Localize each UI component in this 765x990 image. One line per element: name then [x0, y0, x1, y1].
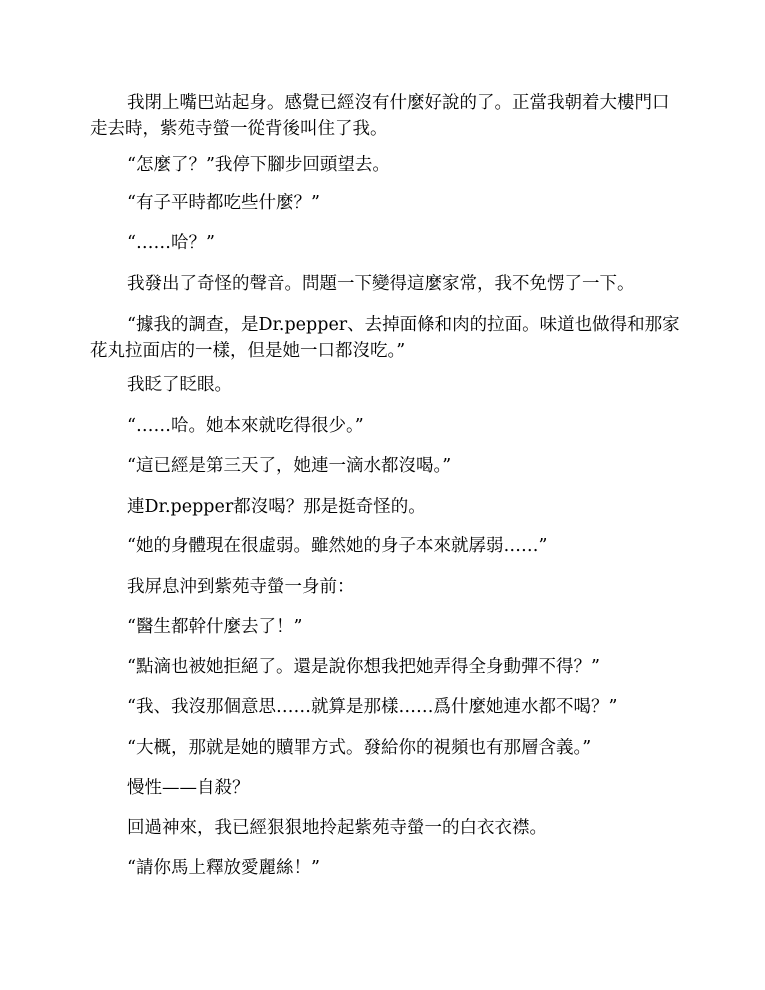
- paragraph: 慢性——自殺？: [127, 778, 250, 798]
- paragraph: 我屏息沖到紫苑寺螢一身前：: [127, 577, 355, 597]
- paragraph: “點滴也被她拒絕了。還是說你想我把她弄得全身動彈不得？”: [127, 657, 600, 677]
- paragraph: 我眨了眨眼。: [127, 375, 232, 395]
- paragraph: “她的身體現在很虛弱。雖然她的身子本來就孱弱……”: [127, 536, 548, 556]
- paragraph: “醫生都幹什麼去了！”: [127, 617, 303, 637]
- paragraph: 我發出了奇怪的聲音。問題一下變得這麼家常，我不免愣了一下。: [127, 274, 635, 294]
- paragraph: “這已經是第三天了，她連一滴水都沒喝。”: [127, 456, 452, 476]
- paragraph: “……哈。她本來就吃得很少。”: [127, 416, 364, 436]
- paragraph: 連Dr.pepper都沒喝？那是挺奇怪的。: [127, 497, 426, 517]
- paragraph: “我、我沒那個意思……就算是那樣……爲什麼她連水都不喝？”: [127, 697, 618, 717]
- paragraph: “有子平時都吃些什麼？”: [127, 193, 320, 213]
- paragraph: “據我的調查，是Dr.pepper、去掉面條和肉的拉面。味道也做得和那家花丸拉面店的一樣，但是她一口都沒吃。”: [90, 315, 680, 361]
- paragraph: “請你馬上釋放愛麗絲！”: [127, 858, 320, 878]
- paragraph: 我閉上嘴巴站起身。感覺已經沒有什麼好說的了。正當我朝着大樓門口走去時，紫苑寺螢一從背後叫住了我。: [90, 93, 670, 139]
- paragraph: “大概，那就是她的贖罪方式。發給你的視頻也有那層含義。”: [127, 738, 592, 758]
- paragraph: “……哈？”: [127, 233, 215, 253]
- paragraph: 回過神來，我已經狠狠地拎起紫苑寺螢一的白衣衣襟。: [127, 818, 547, 838]
- paragraph: “怎麼了？”我停下腳步回頭望去。: [127, 155, 390, 175]
